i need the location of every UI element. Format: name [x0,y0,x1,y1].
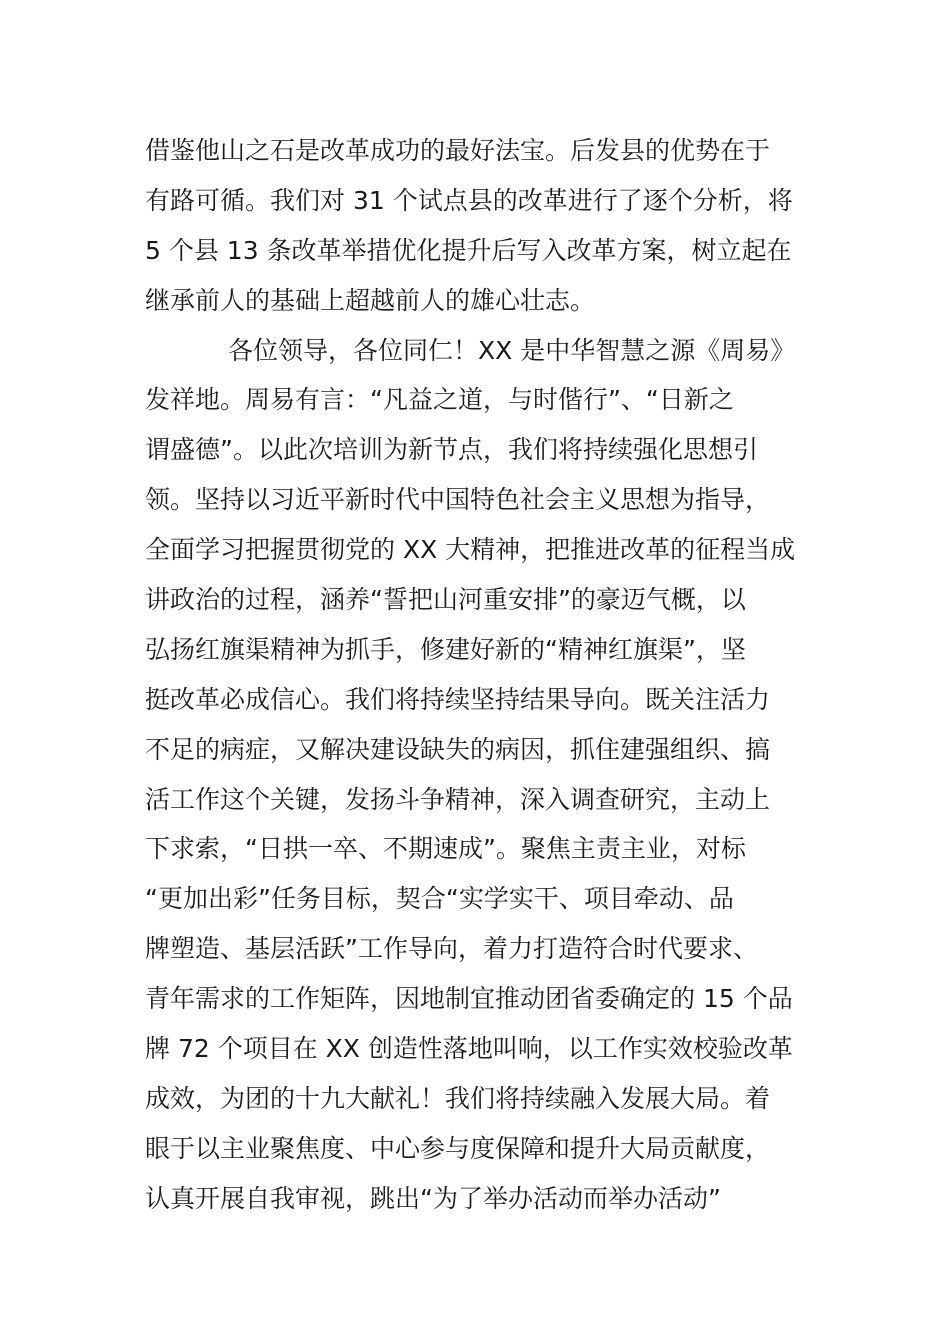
text-line: 各位领导，各位同仁！XX 是中华智慧之源《周易》 [228,335,796,365]
text-line: 全面学习把握贯彻党的 XX 大精神，把推进改革的征程当成 [145,535,796,565]
text-line: 牌塑造、基层活跃”工作导向，着力打造符合时代要求、 [145,934,758,964]
text-line: 青年需求的工作矩阵，因地制宜推动团省委确定的 15 个品 [145,984,793,1014]
text-line: 成效，为团的十九大献礼！我们将持续融入发展大局。着 [145,1083,771,1113]
document-body [145,126,810,1224]
text-line: 活工作这个关键，发扬斗争精神，深入调查研究，主动上 [145,784,771,814]
text-line: 不足的病症，又解决建设缺失的病因，抓住建强组织、搞 [145,734,771,764]
text-line: 认真开展自我审视，跳出“为了举办活动而举办活动” [145,1183,721,1213]
text-line: 牌 72 个项目在 XX 创造性落地叫响，以工作实效校验改革 [145,1034,793,1064]
text-line: 挺改革必成信心。我们将持续坚持结果导向。既关注活力 [145,684,771,714]
text-line: 眼于以主业聚焦度、中心参与度保障和提升大局贡献度， [145,1133,771,1163]
text-line: 发祥地。周易有言：“凡益之道，与时偕行”、“日新之 [145,385,734,415]
text-line: “更加出彩”任务目标，契合“实学实干、项目牵动、品 [145,884,734,914]
text-line: 下求索，“日拱一卒、不期速成”。聚焦主责主业，对标 [145,834,746,864]
text-line: 5 个县 13 条改革举措优化提升后写入改革方案，树立起在 [145,235,792,265]
text-line: 借鉴他山之石是改革成功的最好法宝。后发县的优势在于 [145,136,771,165]
text-line: 领。坚持以习近平新时代中国特色社会主义思想为指导， [145,485,771,515]
paragraph-1 [145,126,810,326]
text-line: 谓盛德”。以此次培训为新节点，我们将持续强化思想引 [145,435,758,465]
text-line: 有路可循。我们对 31 个试点县的改革进行了逐个分析，将 [145,185,793,215]
text-line: 继承前人的基础上超越前人的雄心壮志。 [145,285,596,315]
paragraph-2 [145,326,810,1224]
text-line: 讲政治的过程，涵养“誓把山河重安排”的豪迈气概，以 [145,585,746,615]
text-line: 弘扬红旗渠精神为抓手，修建好新的“精神红旗渠”，坚 [145,634,746,664]
